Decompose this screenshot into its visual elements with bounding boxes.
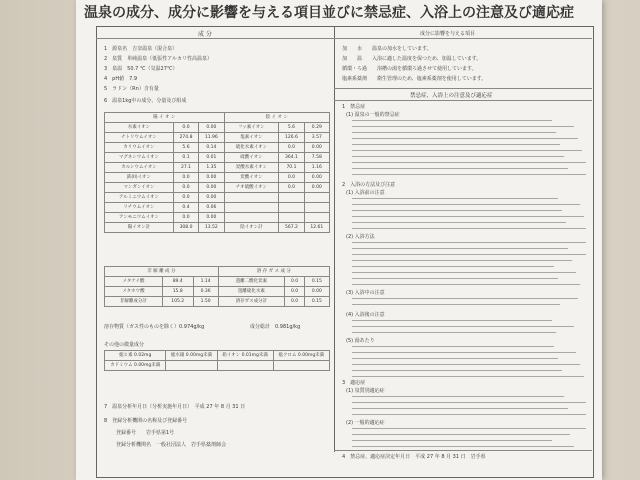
column-divider bbox=[334, 26, 335, 452]
text-line bbox=[352, 414, 586, 415]
table-row: カドミウム 0.00mg未満 bbox=[105, 361, 330, 371]
text-line bbox=[352, 272, 576, 273]
table-row: カルシウムイオン 27.1 1.35 炭酸水素イオン 70.1 1.16 bbox=[105, 163, 330, 173]
text-line bbox=[352, 352, 576, 353]
section-general-indications: (2) 一般的適応症 bbox=[346, 420, 385, 426]
table-row: 鉄(II)イオン 0.0 0.00 炭酸イオン 0.0 0.00 bbox=[105, 173, 330, 183]
anion-header: 陰 イ オ ン bbox=[224, 113, 330, 123]
left-header-rule bbox=[96, 38, 334, 39]
effect-chlorine: 塩素系薬剤 衛生管理のため、塩素系薬剤を使用しています。 bbox=[342, 76, 487, 82]
table-row: 総ヒ素 0.02mg 総水銀 0.00mg未満 鉛イオン 0.01mg未満 総クロム 0.00mg未満 bbox=[105, 351, 330, 361]
table-row: ナトリウムイオン 274.8 11.96 塩素イオン 126.6 3.57 bbox=[105, 133, 330, 143]
caution-top-rule bbox=[334, 88, 592, 89]
ion-table bbox=[104, 112, 330, 233]
table-row: マンガンイオン 0.0 0.00 チオ硫酸イオン 0.0 0.00 bbox=[105, 183, 330, 193]
item-source-name: 1 源泉名 吉奈温泉（混合泉） bbox=[104, 46, 178, 52]
table-row: メタケイ酸 89.4 1.14 遊離二酸化炭素 0.0 0.15 bbox=[105, 277, 330, 287]
item-radon: 5 ラドン（Rn）含有量 bbox=[104, 86, 159, 92]
text-line bbox=[352, 298, 578, 299]
item-spring-quality: 2 泉質 単純温泉（低張性アルカリ性高温泉） bbox=[104, 56, 212, 62]
text-line bbox=[352, 434, 570, 435]
caution-header: 禁忌症、入浴上の注意及び適応症 bbox=[410, 93, 493, 99]
effect-heating: 加 温 入浴に適した温度を保つため、加温しています。 bbox=[342, 56, 482, 62]
table-row: 非解離成分計 105.2 1.50 溶存ガス成分計 0.0 0.15 bbox=[105, 297, 330, 307]
table-row: 水素イオン 0.0 0.00 フッ素イオン 5.6 0.29 bbox=[105, 123, 330, 133]
text-line bbox=[352, 396, 564, 397]
registration-number: 登録番号 岩手県第1号 bbox=[116, 430, 175, 436]
text-line bbox=[352, 144, 560, 145]
text-line bbox=[352, 358, 558, 359]
text-line bbox=[352, 222, 566, 223]
text-line bbox=[352, 204, 580, 205]
text-line bbox=[352, 260, 572, 261]
text-line bbox=[352, 216, 584, 217]
notice-frame bbox=[96, 26, 594, 478]
text-line bbox=[352, 174, 586, 175]
text-line bbox=[352, 408, 568, 409]
table-row: マグネシウムイオン 0.1 0.01 硫酸イオン 364.1 7.58 bbox=[105, 153, 330, 163]
text-line bbox=[352, 162, 586, 163]
item-composition: 6 温泉1kg中の成分、分量及び組成 bbox=[104, 98, 187, 104]
text-line bbox=[352, 326, 574, 327]
text-line bbox=[352, 210, 562, 211]
section-during-bath: (3) 入浴中の注意 bbox=[346, 290, 385, 296]
section-quality-indications: (1) 泉質別適応症 bbox=[346, 388, 385, 394]
table-row: アルミニウムイオン 0.0 0.00 bbox=[105, 193, 330, 203]
section-contraindications: 1 禁忌症 bbox=[342, 104, 366, 110]
item-ph: 4 pH値 7.9 bbox=[104, 76, 138, 82]
text-line bbox=[352, 346, 554, 347]
table-row: 陽イオン計 308.0 13.52 陰イオン計 567.2 12.61 bbox=[105, 223, 330, 233]
footer-rule bbox=[334, 450, 592, 451]
text-line bbox=[352, 266, 554, 267]
text-line bbox=[352, 156, 564, 157]
right-header: 成分に影響を与える項目 bbox=[420, 31, 476, 37]
total-dissolved: 溶存物質（ガス性のものを除く）0.974g/kg bbox=[104, 324, 205, 330]
text-line bbox=[352, 228, 586, 229]
total-components: 成分総計 0.981g/kg bbox=[250, 324, 301, 330]
text-line bbox=[352, 304, 560, 305]
gas-header: 溶 存 ガ ス 成 分 bbox=[218, 267, 329, 277]
text-line bbox=[352, 370, 562, 371]
text-line bbox=[352, 254, 586, 255]
item-temperature: 3 泉温 50.7 ℃（気温27℃） bbox=[104, 66, 178, 72]
text-line bbox=[352, 168, 568, 169]
trace-header: その他の微量成分 bbox=[104, 342, 145, 348]
undissociated-header: 非 解 離 成 分 bbox=[105, 267, 219, 277]
section-before-bath: (1) 入浴前の注意 bbox=[346, 190, 385, 196]
text-line bbox=[352, 428, 586, 429]
section-indications: 3 適応症 bbox=[342, 380, 366, 386]
section-general-contra: (1) 温泉の一般的禁忌症 bbox=[346, 112, 400, 118]
text-line bbox=[352, 440, 552, 441]
text-line bbox=[352, 402, 586, 403]
left-header: 成 分 bbox=[198, 31, 212, 38]
text-line bbox=[352, 242, 586, 243]
text-line bbox=[352, 332, 556, 333]
effect-filtration: 循環・ろ過 浴槽の湯を循環ろ過させて使用しています。 bbox=[342, 66, 477, 72]
text-line bbox=[352, 120, 552, 121]
text-line bbox=[352, 132, 556, 133]
table-row: メタホウ酸 15.8 0.36 遊離硫化水素 0.0 0.00 bbox=[105, 287, 330, 297]
section-yuatari: (5) 湯あたり bbox=[346, 338, 375, 344]
decision-date: 4 禁忌症、適応症決定年月日 平成 27 年 8 月 31 日 岩手県 bbox=[342, 454, 486, 460]
right-header-rule bbox=[334, 38, 592, 39]
text-line bbox=[352, 278, 558, 279]
page-title: 温泉の成分、成分に影響を与える項目並びに禁忌症、入浴上の注意及び適応症 bbox=[84, 5, 574, 21]
table-row: カリウムイオン 5.6 0.14 硫化水素イオン 0.0 0.00 bbox=[105, 143, 330, 153]
text-line bbox=[352, 198, 558, 199]
section-bath-method: (2) 入浴方法 bbox=[346, 234, 375, 240]
component-table bbox=[104, 266, 330, 307]
effect-water: 加 水 温泉の加水をしています。 bbox=[342, 46, 432, 52]
table-row: アンモニウムイオン 0.0 0.00 bbox=[105, 213, 330, 223]
caution-bottom-rule bbox=[334, 100, 592, 101]
cation-header: 陽 イ オ ン bbox=[105, 113, 225, 123]
trace-table bbox=[104, 350, 330, 371]
analysis-date: 7 温泉分析年月日（分析実施年月日） 平成 27 年 8 月 31 日 bbox=[104, 404, 246, 410]
section-bathing: 2 入浴の方法及び注意 bbox=[342, 182, 396, 188]
analysis-org: 8 登録分析機関の名称及び登録番号 bbox=[104, 418, 188, 424]
text-line bbox=[352, 320, 552, 321]
text-line bbox=[352, 364, 580, 365]
text-line bbox=[352, 446, 574, 447]
text-line bbox=[352, 376, 584, 377]
text-line bbox=[352, 138, 578, 139]
table-row: リチウムイオン 0.4 0.06 bbox=[105, 203, 330, 213]
text-line bbox=[352, 150, 582, 151]
organization-name: 登録分析機関名 一般社団法人 岩手県薬剤師会 bbox=[116, 442, 227, 448]
section-after-bath: (4) 入浴後の注意 bbox=[346, 312, 385, 318]
text-line bbox=[352, 248, 568, 249]
text-line bbox=[352, 284, 580, 285]
text-line bbox=[352, 126, 574, 127]
